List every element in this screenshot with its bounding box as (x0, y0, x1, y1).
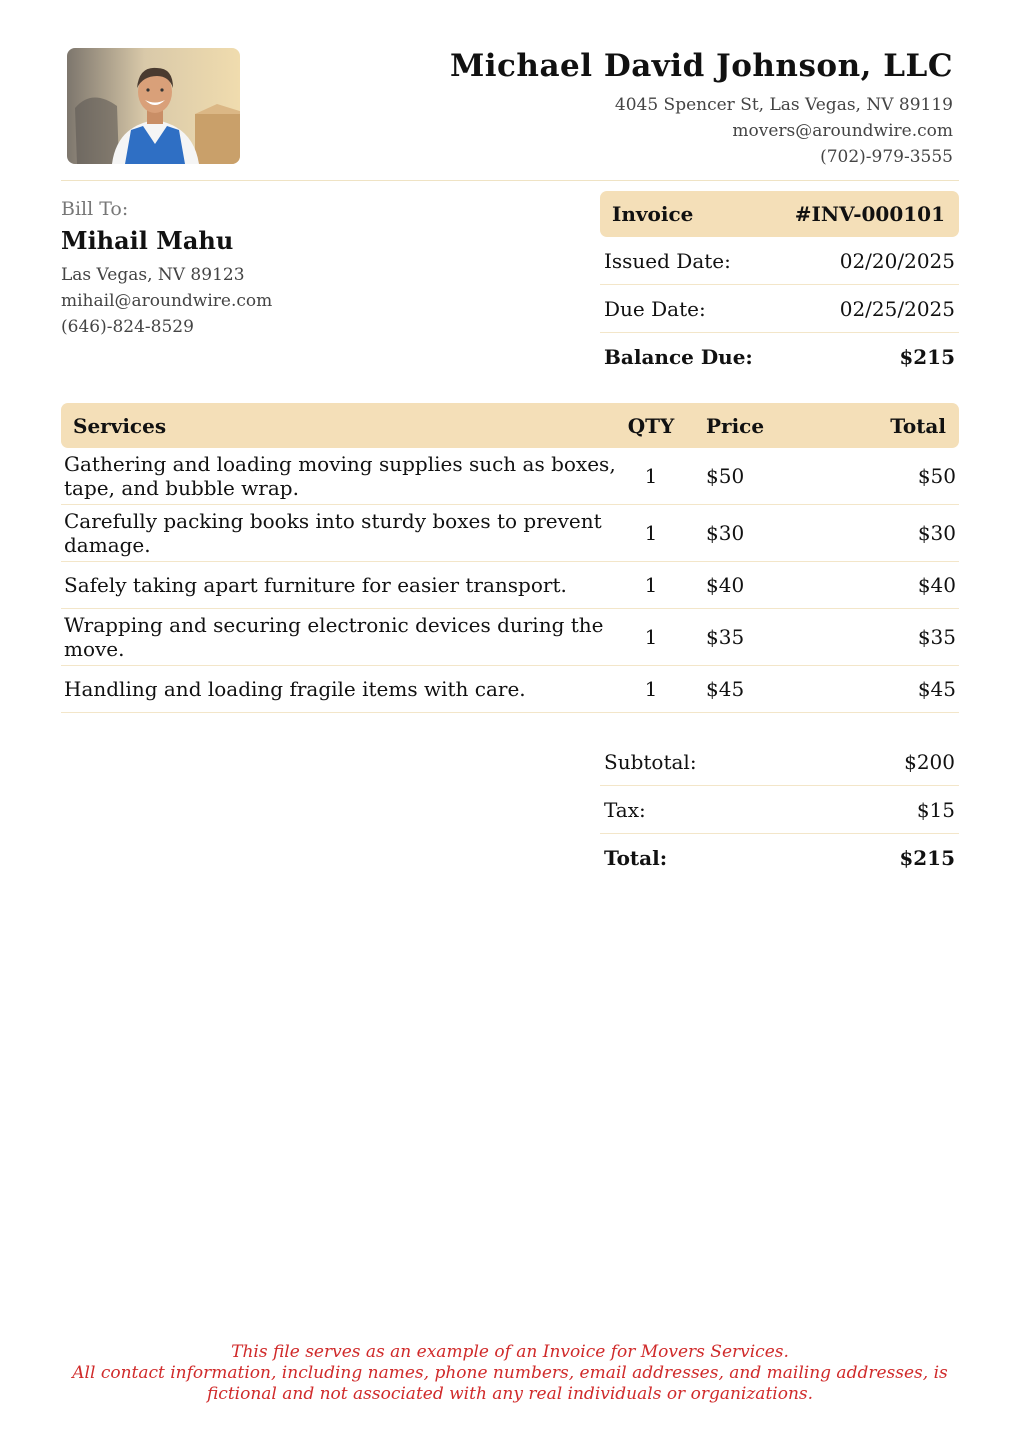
service-desc: Wrapping and securing electronic devices during the move. (64, 613, 604, 661)
bill-to-label: Bill To: (61, 198, 129, 220)
service-qty: 1 (644, 573, 658, 597)
balance-due-label: Balance Due: (604, 344, 753, 369)
service-price: $40 (706, 573, 745, 597)
invoice-header (600, 191, 959, 237)
company-email: movers@aroundwire.com (732, 121, 953, 141)
tax-value: $15 (916, 797, 955, 822)
service-total: $45 (917, 677, 956, 701)
disclaimer-line-2: All contact information, including names, phone numbers, email addresses, and mailing addresses, is (72, 1363, 948, 1383)
subtotal-row (600, 738, 959, 786)
table-row (61, 505, 959, 562)
tax-label: Tax: (604, 797, 646, 822)
table-row (61, 562, 959, 609)
header-divider (61, 180, 959, 181)
disclaimer-line-1: This file serves as an example of an Invoice for Movers Services. (231, 1342, 789, 1362)
due-date-value: 02/25/2025 (839, 296, 955, 321)
grand-total-label: Total: (604, 845, 668, 870)
tax-row (600, 786, 959, 834)
services-header (61, 403, 959, 448)
service-qty: 1 (644, 464, 658, 488)
mover-portrait-photo (67, 48, 240, 164)
balance-due-value: $215 (899, 344, 955, 369)
service-desc: Handling and loading fragile items with care. (64, 677, 526, 701)
company-name: Michael David Johnson, LLC (449, 48, 953, 84)
due-date-label: Due Date: (604, 296, 706, 321)
invoice-number: #INV-000101 (794, 202, 945, 226)
invoice-label: Invoice (612, 202, 694, 226)
table-row (61, 609, 959, 666)
issued-date-label: Issued Date: (604, 248, 731, 273)
services-table (61, 403, 959, 713)
service-total: $40 (917, 573, 956, 597)
bill-to-address: Las Vegas, NV 89123 (61, 265, 245, 285)
services-header-qty: QTY (627, 413, 675, 438)
service-total: $50 (917, 464, 956, 488)
table-row (61, 666, 959, 713)
service-desc: Safely taking apart furniture for easier transport. (64, 573, 567, 597)
service-desc: Gathering and loading moving supplies such as boxes, tape, and bubble wrap. (64, 452, 616, 500)
service-qty: 1 (644, 625, 658, 649)
service-price: $30 (706, 521, 745, 545)
invoice-summary (600, 191, 959, 380)
subtotal-value: $200 (904, 749, 955, 774)
services-header-desc: Services (73, 413, 167, 438)
bill-to-name: Mihail Mahu (61, 226, 234, 255)
company-phone: (702)-979-3555 (820, 147, 953, 167)
issued-date-row (600, 237, 959, 285)
company-header (450, 46, 953, 170)
service-price: $35 (706, 625, 745, 649)
table-row (61, 448, 959, 505)
grand-total-row (600, 834, 959, 881)
issued-date-value: 02/20/2025 (839, 248, 955, 273)
company-address: 4045 Spencer St, Las Vegas, NV 89119 (614, 95, 953, 115)
services-header-total: Total (890, 413, 946, 438)
service-desc: Carefully packing books into sturdy boxes to prevent damage. (64, 509, 602, 557)
bill-to-email: mihail@aroundwire.com (61, 291, 273, 311)
service-qty: 1 (644, 521, 658, 545)
service-price: $45 (706, 677, 745, 701)
service-qty: 1 (644, 677, 658, 701)
bill-to-section (61, 196, 272, 340)
bill-to-phone: (646)-824-8529 (61, 317, 194, 337)
subtotal-label: Subtotal: (604, 749, 697, 774)
due-date-row (600, 285, 959, 333)
service-total: $30 (917, 521, 956, 545)
balance-due-row (600, 333, 959, 380)
totals-section (600, 738, 959, 881)
services-header-price: Price (706, 413, 765, 438)
disclaimer-footer (0, 1342, 1020, 1405)
service-total: $35 (917, 625, 956, 649)
grand-total-value: $215 (899, 845, 955, 870)
service-price: $50 (706, 464, 745, 488)
disclaimer-line-3: fictional and not associated with any real individuals or organizations. (206, 1384, 814, 1404)
